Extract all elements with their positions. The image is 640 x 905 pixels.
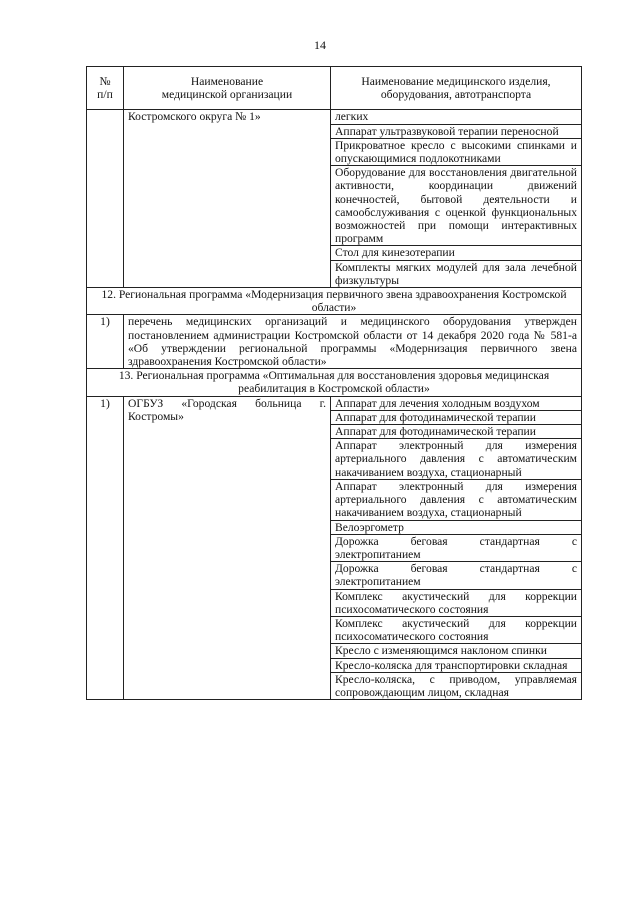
item-cell: Дорожка беговая стандартная с электропитанием [331, 534, 582, 561]
table-row [87, 315, 582, 369]
org-cell: Костромского округа № 1» [124, 110, 331, 288]
item-cell: Дорожка беговая стандартная с электропитанием [331, 562, 582, 589]
item-cell: легких [331, 110, 582, 124]
item-cell: Комплекты мягких модулей для зала лечебной физкультуры [331, 260, 582, 287]
item-cell: Кресло с изменяющимся наклоном спинки [331, 644, 582, 658]
header-item: Наименование медицинского изделия, оборудования, автотранспорта [331, 67, 582, 110]
row-num-cell: 1) [87, 315, 124, 369]
row-num-cell [87, 110, 124, 288]
item-cell: Велоэргометр [331, 520, 582, 534]
item-cell: Аппарат для фотодинамической терапии [331, 410, 582, 424]
table-header-row [87, 67, 582, 110]
section-title-row [87, 369, 582, 396]
item-cell: Оборудование для восстановления двигательной активности, координации движений конечностей, бытовой деятельности и самообслуживания с оценкой функциональных возможностей при помощи интерактивных программ [331, 166, 582, 246]
equipment-table [86, 66, 582, 700]
header-num: № п/п [87, 67, 124, 110]
item-cell: Стол для кинезотерапии [331, 246, 582, 260]
item-cell: Аппарат электронный для измерения артериального давления с автоматическим накачиванием воздуха, стационарный [331, 439, 582, 480]
table-row [87, 396, 582, 410]
item-cell: Кресло-коляска, с приводом, управляемая сопровождающим лицом, складная [331, 672, 582, 699]
section-13-title: 13. Региональная программа «Оптимальная для восстановления здоровья медицинская реабилитация в Костромской области» [87, 369, 582, 396]
item-cell: Аппарат ультразвуковой терапии переносной [331, 124, 582, 138]
item-cell: Комплекс акустический для коррекции психосоматического состояния [331, 589, 582, 616]
item-cell: Аппарат электронный для измерения артериального давления с автоматическим накачиванием воздуха, стационарный [331, 479, 582, 520]
item-cell: Аппарат для лечения холодным воздухом [331, 396, 582, 410]
org-cell: ОГБУЗ «Городская больница г. Костромы» [124, 396, 331, 699]
table-row [87, 110, 582, 124]
page-number: 14 [314, 38, 326, 52]
row-num-cell: 1) [87, 396, 124, 699]
item-cell: Прикроватное кресло с высокими спинками и опускающимися подлокотниками [331, 138, 582, 165]
section-12-title: 12. Региональная программа «Модернизация первичного звена здравоохранения Костромской области» [87, 288, 582, 315]
item-cell: Комплекс акустический для коррекции психосоматического состояния [331, 616, 582, 643]
section-12-text: перечень медицинских организаций и медицинского оборудования утвержден постановлением администрации Костромской области от 14 декабря 2020 года № 581-а «Об утверждении региональной программы «Модернизация первичного звена здравоохранения Костромской области» [124, 315, 582, 369]
header-org: Наименование медицинской организации [124, 67, 331, 110]
section-title-row [87, 288, 582, 315]
item-cell: Аппарат для фотодинамической терапии [331, 425, 582, 439]
item-cell: Кресло-коляска для транспортировки складная [331, 658, 582, 672]
